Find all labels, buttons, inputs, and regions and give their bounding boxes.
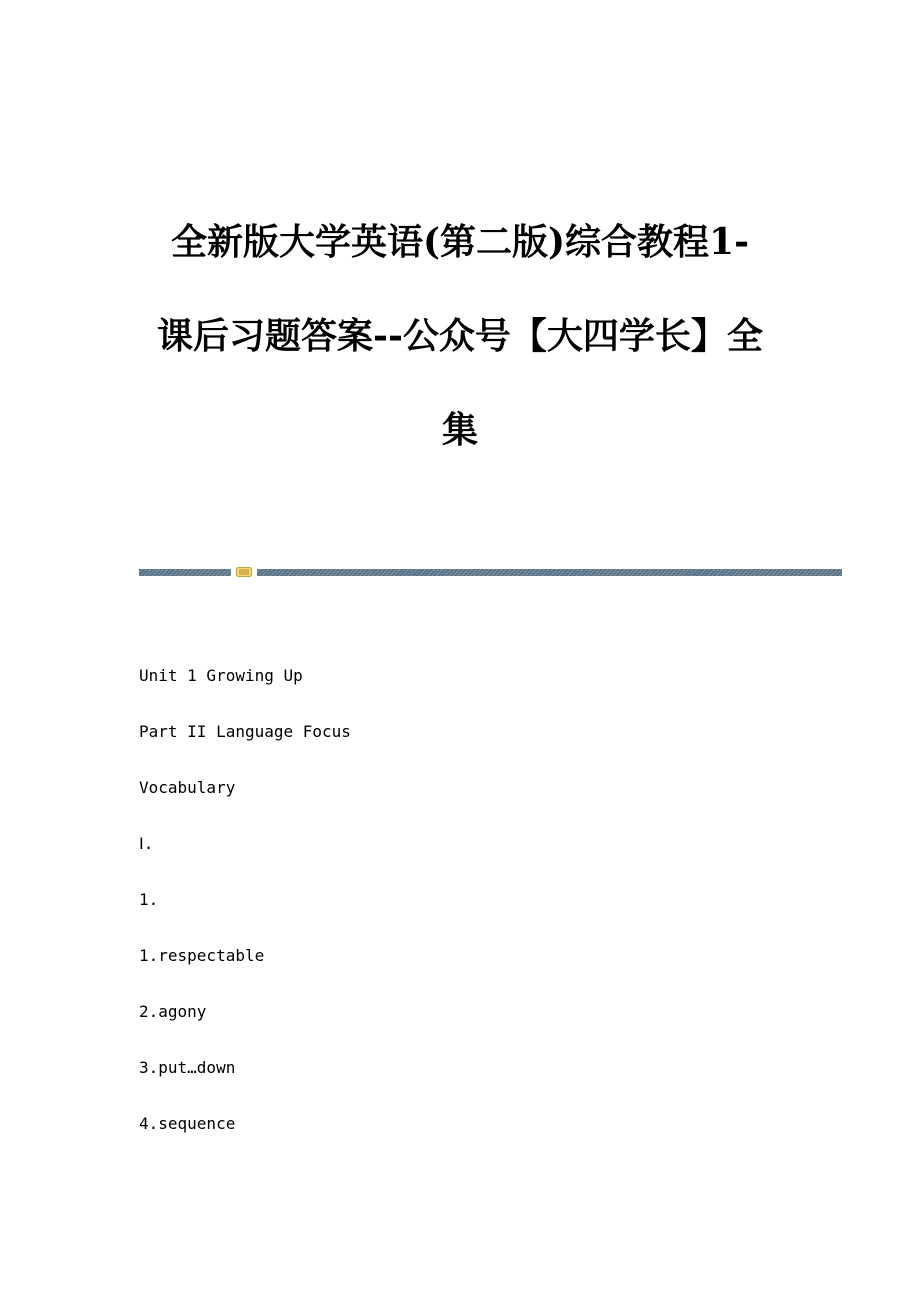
list-item: 3.put…down bbox=[139, 1058, 236, 1077]
list-item: 1.respectable bbox=[139, 946, 265, 965]
title-line-2: 课后习题答案--公众号【大四学长】全 bbox=[157, 315, 763, 357]
section-divider bbox=[139, 563, 842, 581]
unit-heading: Unit 1 Growing Up bbox=[139, 666, 303, 685]
list-item: 1. bbox=[139, 890, 159, 909]
title-line-1: 全新版大学英语(第二版)综合教程1- bbox=[170, 221, 750, 263]
divider-bar-right bbox=[257, 569, 842, 576]
exercise-numeral: Ⅰ. bbox=[139, 834, 154, 853]
section-heading: Vocabulary bbox=[139, 778, 236, 797]
list-item: 2.agony bbox=[139, 1002, 207, 1021]
document-title bbox=[60, 212, 860, 494]
divider-ornament-icon bbox=[236, 566, 252, 578]
divider-bar-left bbox=[139, 569, 231, 576]
title-line-3: 集 bbox=[441, 409, 478, 451]
document-body bbox=[139, 664, 839, 1168]
part-heading: Part II Language Focus bbox=[139, 722, 351, 741]
list-item: 4.sequence bbox=[139, 1114, 236, 1133]
